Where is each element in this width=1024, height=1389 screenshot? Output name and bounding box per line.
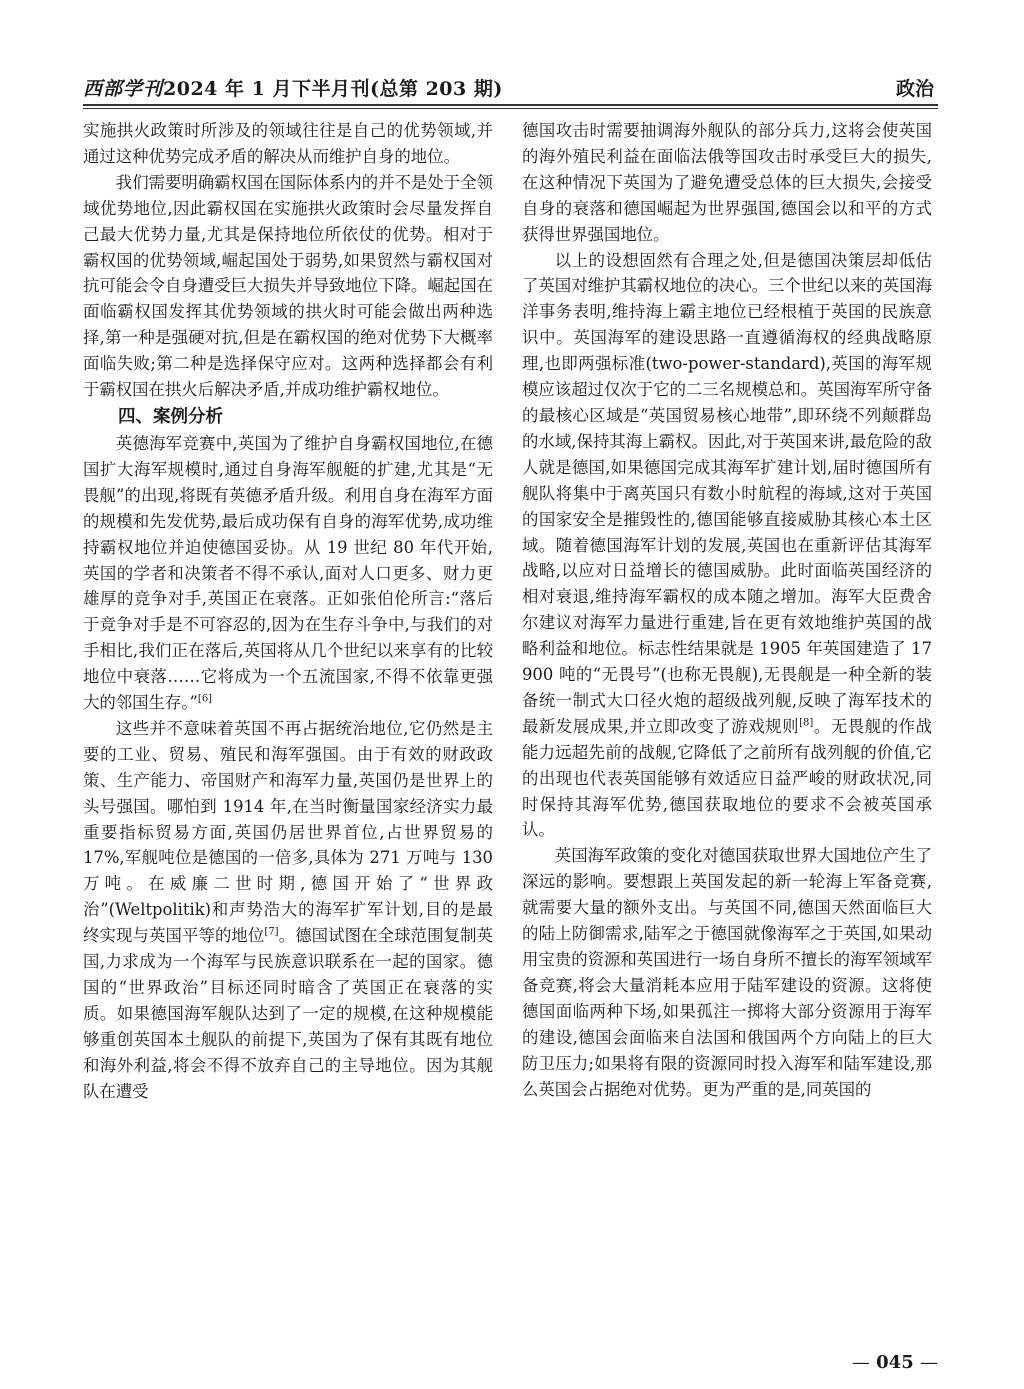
journal-logo: 西部学刊 — [83, 78, 164, 100]
footer-dash-left: — — [851, 1352, 870, 1373]
paragraph: 英国海军政策的变化对德国获取世界大国地位产生了深远的影响。要想跟上英国发起的新一轮海上军备竞赛,就需要大量的额外支出。与英国不同,德国天然面临巨大的陆上防御需求,陆军之于德国就像海军之于英国,如果动用宝贵的资源和英国进行一场自身所不擅长的海军领域军备竞赛,将会大量消耗本应用于陆军建设的资源。这将使德国面临两种下场,如果孤注一掷将大部分资源用于海军的建设,德国会面临来自法国和俄国两个方向陆上的巨大防卫压力;如果将有限的资源同时投入海军和陆军建设,那么英国会占据绝对优势。更为严重的是,同英国的 — [522, 846, 932, 1099]
section-label: 政治 — [895, 78, 934, 100]
right-column — [522, 118, 932, 1102]
paragraph: 英德海军竞赛中,英国为了维护自身霸权国地位,在德国扩大海军规模时,通过自身海军舰艇的扩建,尤其是“无畏舰”的出现,将既有英德矛盾升级。利用自身在海军方面的规模和先发优势,最后成功保有自身的海军优势,成功维持霸权地位并迫使德国妥协。从 19 世纪 80 年代开始,英国的学者和决策者不得不承认,面对人口更多、财力更雄厚的竞争对手,英国正在衰落。正如张伯伦所言:“落后于竞争对手是不可容忍的,因为在生存斗争中,与我们的对手相比,我们正在落后,英国将从几个世纪以来享有的比较地位中衰落……它将成为一个五流国家,不得不依靠更强大的邻国生存。”[6] — [83, 433, 493, 713]
header-rule — [83, 104, 938, 106]
paragraph: 德国攻击时需要抽调海外舰队的部分兵力,这将会使英国的海外殖民利益在面临法俄等国攻击时承受巨大的损失,在这种情况下英国为了避免遭受总体的巨大损失,会接受自身的衰落和德国崛起为世界强国,德国会以和平的方式获得世界强国地位。 — [522, 121, 932, 244]
page-footer — [852, 1352, 938, 1373]
footer-dash-right: — — [920, 1352, 938, 1373]
paragraph: 我们需要明确霸权国在国际体系内的并不是处于全领域优势地位,因此霸权国在实施拱火政策时会尽量发挥自己最大优势力量,尤其是保持地位所依仗的优势。相对于霸权国的优势领域,崛起国处于弱势,如果贸然与霸权国对抗可能会令自身遭受巨大损失并导致地位下降。崛起国在面临霸权国发挥其优势领域的拱火时可能会做出两种选择,第一种是强硬对抗,但是在霸权国的绝对优势下大概率面临失败;第二种是选择保守应对。这两种选择都会有利于霸权国在拱火后解决矛盾,并成功维护霸权地位。 — [83, 172, 493, 400]
journal-issue-line — [83, 74, 503, 101]
page-number: 045 — [876, 1352, 914, 1373]
citation-ref: [6] — [197, 693, 213, 705]
page-header — [83, 70, 938, 100]
section-heading: 四、案例分析 — [118, 406, 223, 427]
header-rule-thin — [83, 108, 938, 109]
citation-ref: [7] — [264, 926, 279, 938]
issue-info: 2024 年 1 月下半月刊(总第 203 期) — [163, 78, 503, 100]
left-column — [83, 118, 493, 1105]
paragraph: 这些并不意味着英国不再占据统治地位,它仍然是主要的工业、贸易、殖民和海军强国。由于有效的财政政策、生产能力、帝国财产和海军力量,英国仍是世界上的头号强国。哪怕到 1914 年,在当时衡量国家经济实力最重要指标贸易方面,英国仍居世界首位,占世界贸易的 17%,军舰吨位是德国的一倍多,具体为 271 万吨与 130 万吨。在威廉二世时期,德国开始了“世界政治”(Weltpolitik)和声势浩大的海军扩军计划,目的是最终实现与英国平等的地位[7]。德国试图在全球范围复制英国,力求成为一个海军与民族意识联系在一起的国家。德国的“世界政治”目标还同时暗含了英国正在衰落的实质。如果德国海军舰队达到了一定的规模,在这种规模能够重创英国本土舰队的前提下,英国为了保有其既有地位和海外利益,将会不得不放弃自己的主导地位。因为其舰队在遭受 — [83, 718, 493, 1101]
paragraph: 实施拱火政策时所涉及的领域往往是自己的优势领域,并通过这种优势完成矛盾的解决从而维护自身的地位。 — [83, 121, 493, 166]
paragraph: 以上的设想固然有合理之处,但是德国决策层却低估了英国对维护其霸权地位的决心。三个世纪以来的英国海洋事务表明,维持海上霸主地位已经根植于英国的民族意识中。英国海军的建设思路一直遵循海权的经典战略原理,也即两强标准(two-power-standard),英国的海军规模应该超过仅次于它的二三名规模总和。英国海军所守备的最核心区域是“英国贸易核心地带”,即环绕不列颠群岛的水域,保持其海上霸权。因此,对于英国来讲,最危险的敌人就是德国,如果德国完成其海军扩建计划,届时德国所有舰队将集中于离英国只有数小时航程的海域,这对于英国的国家安全是摧毁性的,德国能够直接威胁其核心本土区域。随着德国海军计划的发展,英国也在重新评估其海军战略,以应对日益增长的德国威胁。此时面临英国经济的相对衰退,维持海军霸权的成本随之增加。海军大臣费舍尔建议对海军力量进行重建,旨在更有效地维护英国的战略利益和地位。标志性结果就是 1905 年英国建造了 17 900 吨的“无畏号”(也称无畏舰),无畏舰是一种全新的装备统一制式大口径火炮的超级战列舰,反映了海军技术的最新发展成果,并立即改变了游戏规则[8]。无畏舰的作战能力远超先前的战舰,它降低了之前所有战列舰的价值,它的出现也代表英国能够有效适应日益严峻的财政状况,同时保持其海军优势,德国获取地位的要求不会被英国承认。 — [522, 250, 933, 840]
citation-ref: [8] — [799, 717, 814, 729]
